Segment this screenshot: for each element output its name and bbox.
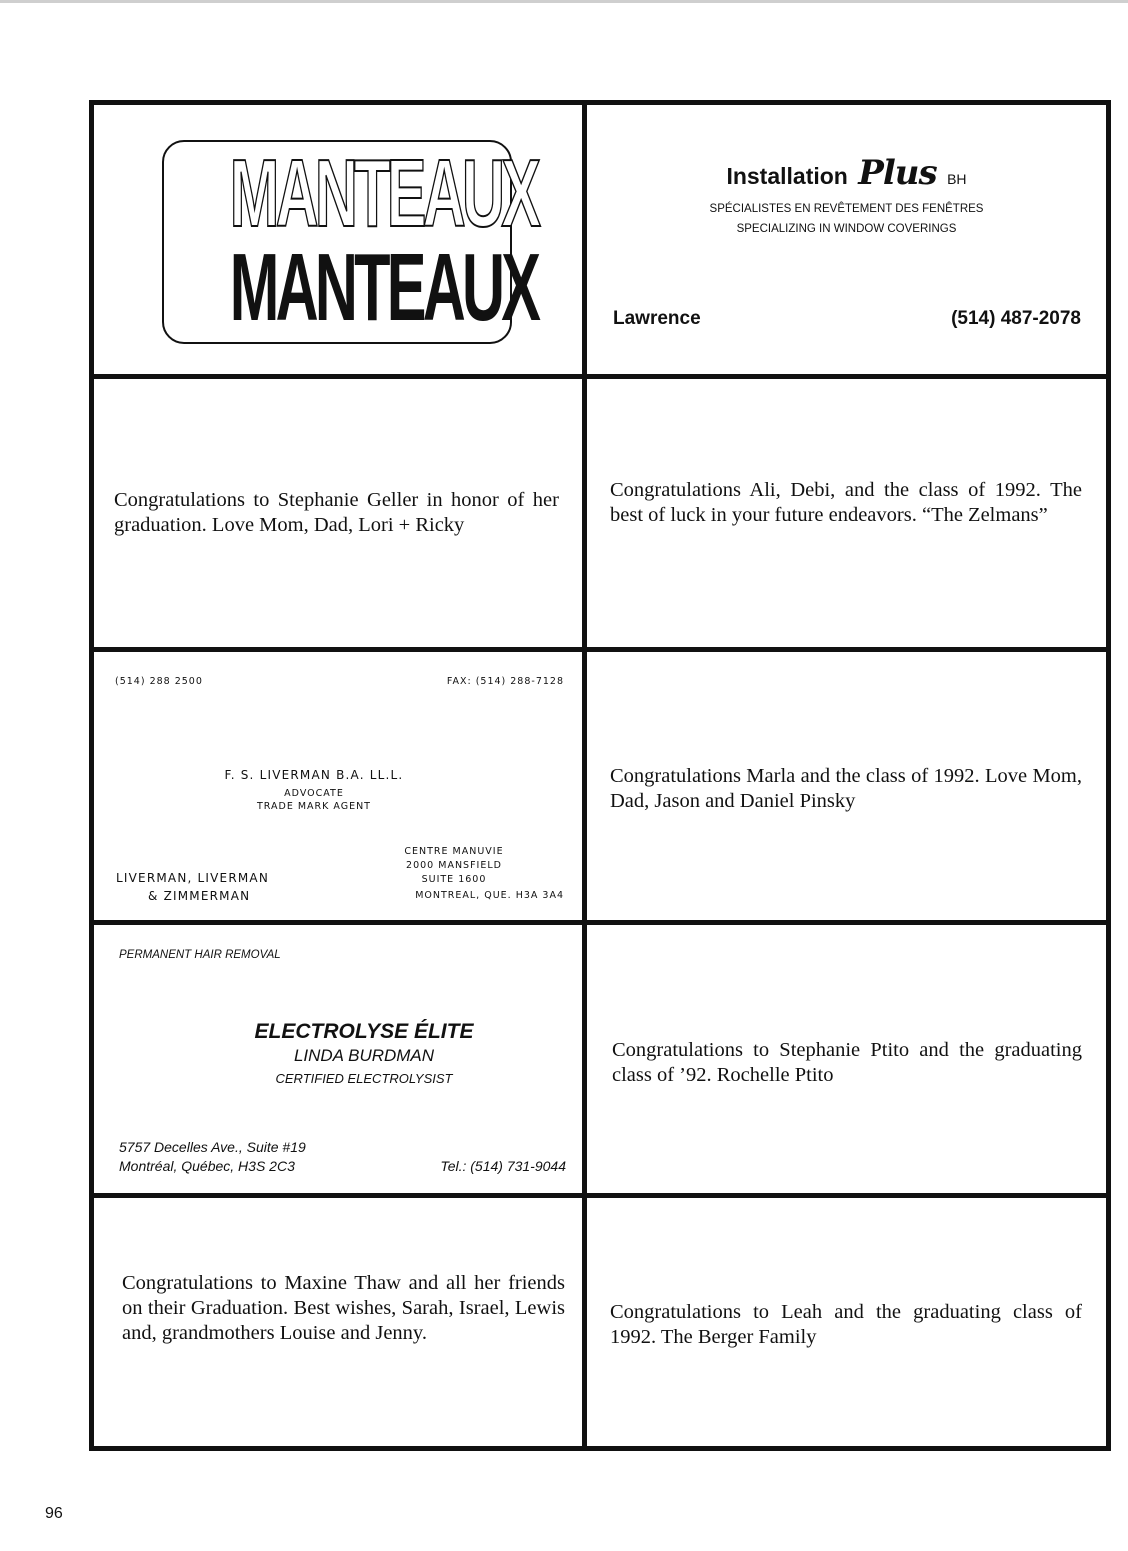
ad-liverman [94, 652, 582, 920]
message-geller: Congratulations to Stephanie Geller in honor of her graduation. Love Mom, Dad, Lori + Ricky [114, 489, 559, 536]
electrolyse-business-name: ELECTROLYSE ÉLITE [254, 1020, 474, 1043]
electrolyse-address-line2: Montréal, Québec, H3S 2C3 [119, 1158, 295, 1174]
message-pinsky: Congratulations Marla and the class of 1992. Love Mom, Dad, Jason and Daniel Pinsky [610, 765, 1082, 812]
message-ptito: Congratulations to Stephanie Ptito and the graduating class of ’92. Rochelle Ptito [612, 1039, 1082, 1086]
liverman-name: F. S. LIVERMAN B.A. LL.L. [224, 768, 404, 782]
liverman-address-line4: MONTREAL, QUE. H3A 3A4 [415, 890, 564, 901]
installation-phone: (514) 487-2078 [951, 308, 1081, 329]
manteaux-logo-outline-text: MANTEAUX [229, 140, 538, 247]
liverman-title-advocate: ADVOCATE [284, 788, 344, 799]
liverman-firm-line2: & ZIMMERMAN [148, 889, 251, 903]
ad-installation-plus [587, 105, 1106, 374]
liverman-address-line1: CENTRE MANUVIE [404, 846, 504, 857]
ad-zelmans [587, 379, 1106, 647]
page-number: 96 [45, 1505, 63, 1522]
message-berger: Congratulations to Leah and the graduating class of 1992. The Berger Family [610, 1301, 1082, 1348]
ad-geller [94, 379, 582, 647]
electrolyse-address-line1: 5757 Decelles Ave., Suite #19 [119, 1139, 306, 1155]
installation-tagline-en: SPECIALIZING IN WINDOW COVERINGS [736, 223, 957, 235]
ad-berger [587, 1198, 1106, 1446]
installation-title [587, 153, 1106, 193]
installation-tagline-fr: SPÉCIALISTES EN REVÊTEMENT DES FENÊTRES [709, 203, 984, 215]
electrolyse-credential: CERTIFIED ELECTROLYSIST [275, 1071, 453, 1086]
message-thaw: Congratulations to Maxine Thaw and all her friends on their Graduation. Best wishes, Sarah, Israel, Lewis and, grandmothers Louise and Jenny. [122, 1272, 565, 1344]
liverman-address-line2: 2000 MANSFIELD [406, 860, 502, 871]
liverman-fax: FAX: (514) 288-7128 [446, 676, 564, 687]
installation-contact-name: Lawrence [613, 308, 701, 329]
installation-suffix: BH [947, 171, 967, 187]
ad-thaw [94, 1198, 582, 1446]
manteaux-logo [162, 140, 538, 344]
liverman-firm-line1: LIVERMAN, LIVERMAN [116, 871, 270, 885]
scan-edge [0, 0, 1128, 3]
electrolyse-person-name: LINDA BURDMAN [293, 1046, 435, 1065]
electrolyse-tagline: PERMANENT HAIR REMOVAL [119, 949, 281, 961]
ad-pinsky [587, 652, 1106, 920]
liverman-title-agent: TRADE MARK AGENT [256, 801, 371, 812]
installation-plus-logo: Plus [858, 153, 937, 193]
installation-word: Installation [726, 163, 848, 189]
liverman-address-line3: SUITE 1600 [421, 874, 487, 885]
electrolyse-phone: Tel.: (514) 731-9044 [440, 1158, 566, 1174]
ad-electrolyse [94, 925, 582, 1193]
liverman-phone: (514) 288 2500 [115, 676, 203, 687]
message-zelmans: Congratulations Ali, Debi, and the class of 1992. The best of luck in your future endeavors. “The Zelmans” [610, 479, 1082, 526]
ad-ptito [587, 925, 1106, 1193]
manteaux-logo-solid-text: MANTEAUX [229, 234, 538, 341]
